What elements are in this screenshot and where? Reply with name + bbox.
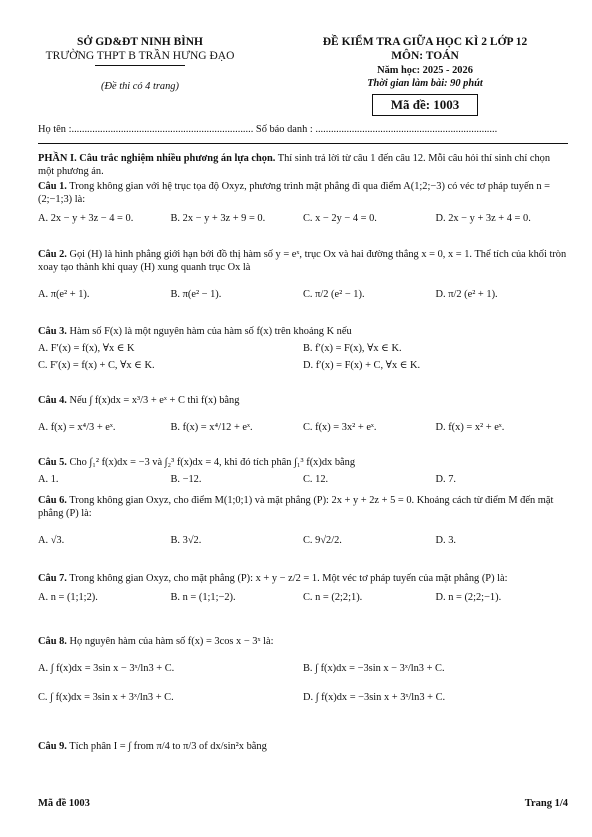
q1-option-a[interactable]: A. 2x − y + 3z − 4 = 0. (38, 213, 134, 224)
q1-label: Câu 1. (38, 181, 67, 192)
q6-option-a[interactable]: A. √3. (38, 535, 65, 546)
q3-text: Hàm số F(x) là một nguyên hàm của hàm số f(x) trên khoảng K nếu (66, 326, 352, 337)
exam-time: Thời gian làm bài: 90 phút (367, 77, 483, 89)
q8-text: Họ nguyên hàm của hàm số f(x) = 3cos x − 3ˣ là: (66, 636, 274, 647)
q1-option-b[interactable]: B. 2x − y + 3z + 9 = 0. (170, 213, 266, 224)
question-7 (38, 572, 568, 604)
part1-instruction: Thí sinh trả lời từ câu 1 đến câu 12. Mỗi câu hỏi thí sinh chỉ chọn một phương án. (38, 153, 551, 177)
q3-option-a[interactable]: A. F′(x) = f(x), ∀x ∈ K (38, 343, 135, 354)
q8-option-a[interactable]: A. ∫ f(x)dx = 3sin x − 3ˣ/ln3 + C. (38, 663, 175, 674)
q8-option-d[interactable]: D. ∫ f(x)dx = −3sin x + 3ˣ/ln3 + C. (303, 692, 446, 703)
header-divider (38, 143, 568, 144)
part1-title: PHẦN I. Câu trắc nghiệm nhiều phương án lựa chọn. (38, 153, 276, 164)
q5-label: Câu 5. (38, 457, 67, 468)
exam-title: ĐỀ KIỂM TRA GIỮA HỌC KÌ 2 LỚP 12 (322, 36, 528, 48)
q9-label: Câu 9. (38, 741, 67, 752)
header-left (20, 35, 260, 93)
q4-text: Nếu ∫ f(x)dx = x³/3 + eˣ + C thì f(x) bằng (66, 395, 240, 406)
q6-option-d[interactable]: D. 3. (435, 535, 456, 546)
q7-option-d[interactable]: D. n = (2;2;−1). (435, 592, 502, 603)
q1-option-c[interactable]: C. x − 2y − 4 = 0. (303, 213, 377, 224)
question-2 (38, 248, 568, 301)
q7-label: Câu 7. (38, 573, 67, 584)
question-9 (38, 740, 568, 753)
q5-option-a[interactable]: A. 1. (38, 474, 59, 485)
question-4 (38, 394, 568, 434)
student-info-line: Họ tên :...................................................................... Số báo danh : ...................................................................... (38, 124, 498, 135)
page-footer (38, 797, 568, 810)
q1-text: Trong không gian với hệ trục tọa độ Oxyz, phương trình mặt phẳng đi qua điểm A(1;2;−3) có véc tơ pháp tuyến n = (2;−1;3) là: (38, 181, 551, 205)
q3-option-b[interactable]: B. f′(x) = F(x), ∀x ∈ K. (303, 343, 402, 354)
q9-text: Tích phân I = ∫ from π/4 to π/3 of dx/sin²x bằng (66, 741, 267, 752)
q3-option-d[interactable]: D. f′(x) = F(x) + C, ∀x ∈ K. (303, 360, 421, 371)
q3-label: Câu 3. (38, 326, 67, 337)
q5-option-d[interactable]: D. 7. (435, 474, 456, 485)
q5-option-b[interactable]: B. −12. (170, 474, 202, 485)
question-1 (38, 180, 568, 225)
q4-label: Câu 4. (38, 395, 67, 406)
q2-text: Gọi (H) là hình phẳng giới hạn bởi đồ thị hàm số y = eˣ, trục Ox và hai đường thẳng x = 0, x = 1. Thể tích của khối tròn xoay tạo thành khi quay (H) xung quanh trục Ox là (38, 249, 567, 273)
q8-option-b[interactable]: B. ∫ f(x)dx = −3sin x − 3ˣ/ln3 + C. (303, 663, 445, 674)
q7-option-c[interactable]: C. n = (2;2;1). (303, 592, 363, 603)
q2-label: Câu 2. (38, 249, 67, 260)
question-8 (38, 635, 568, 704)
q6-option-b[interactable]: B. 3√2. (170, 535, 202, 546)
q6-text: Trong không gian Oxyz, cho điểm M(1;0;1) và mặt phẳng (P): 2x + y + 2z + 5 = 0. Khoảng cách từ điểm M đến mặt phẳng (P) là: (38, 495, 554, 519)
q1-option-d[interactable]: D. 2x − y + 3z + 4 = 0. (435, 213, 531, 224)
q2-option-d[interactable]: D. π/2 (e² + 1). (435, 289, 498, 300)
q8-option-c[interactable]: C. ∫ f(x)dx = 3sin x + 3ˣ/ln3 + C. (38, 692, 174, 703)
question-3 (38, 325, 568, 372)
page-count-note: (Đề thi có 4 trang) (101, 80, 179, 92)
part1-heading (38, 152, 568, 178)
q6-label: Câu 6. (38, 495, 67, 506)
q7-option-a[interactable]: A. n = (1;1;2). (38, 592, 98, 603)
q3-option-c[interactable]: C. F′(x) = f(x) + C, ∀x ∈ K. (38, 360, 155, 371)
school-year: Năm học: 2025 - 2026 (377, 64, 473, 76)
q5-text: Cho ∫₁² f(x)dx = −3 và ∫₂³ f(x)dx = 4, khi đó tích phân ∫₁³ f(x)dx bằng (66, 457, 356, 468)
question-6 (38, 494, 568, 547)
department-name: SỞ GD&ĐT NINH BÌNH (77, 36, 203, 48)
q2-option-a[interactable]: A. π(e² + 1). (38, 289, 90, 300)
q4-option-c[interactable]: C. f(x) = 3x² + eˣ. (303, 422, 377, 433)
q2-option-c[interactable]: C. π/2 (e² − 1). (303, 289, 365, 300)
exam-subject: MÔN: TOÁN (391, 50, 459, 63)
q8-label: Câu 8. (38, 636, 67, 647)
exam-code-box: Mã đề: 1003 (372, 94, 479, 116)
school-underline (95, 65, 185, 66)
q4-option-b[interactable]: B. f(x) = x⁴/12 + eˣ. (170, 422, 253, 433)
q4-option-d[interactable]: D. f(x) = x² + eˣ. (435, 422, 505, 433)
header-right (285, 35, 565, 116)
question-5 (38, 456, 568, 486)
q6-option-c[interactable]: C. 9√2/2. (303, 535, 342, 546)
q7-option-b[interactable]: B. n = (1;1;−2). (170, 592, 236, 603)
school-name: TRƯỜNG THPT B TRẦN HƯNG ĐẠO (45, 50, 235, 63)
q4-option-a[interactable]: A. f(x) = x⁴/3 + eˣ. (38, 422, 116, 433)
q2-option-b[interactable]: B. π(e² − 1). (170, 289, 222, 300)
footer-exam-code: Mã đề 1003 (38, 798, 90, 809)
footer-page-number: Trang 1/4 (524, 798, 568, 809)
q5-option-c[interactable]: C. 12. (303, 474, 329, 485)
q7-text: Trong không gian Oxyz, cho mặt phẳng (P): x + y − z/2 = 1. Một véc tơ pháp tuyến của mặt phẳng (P) là: (66, 573, 508, 584)
